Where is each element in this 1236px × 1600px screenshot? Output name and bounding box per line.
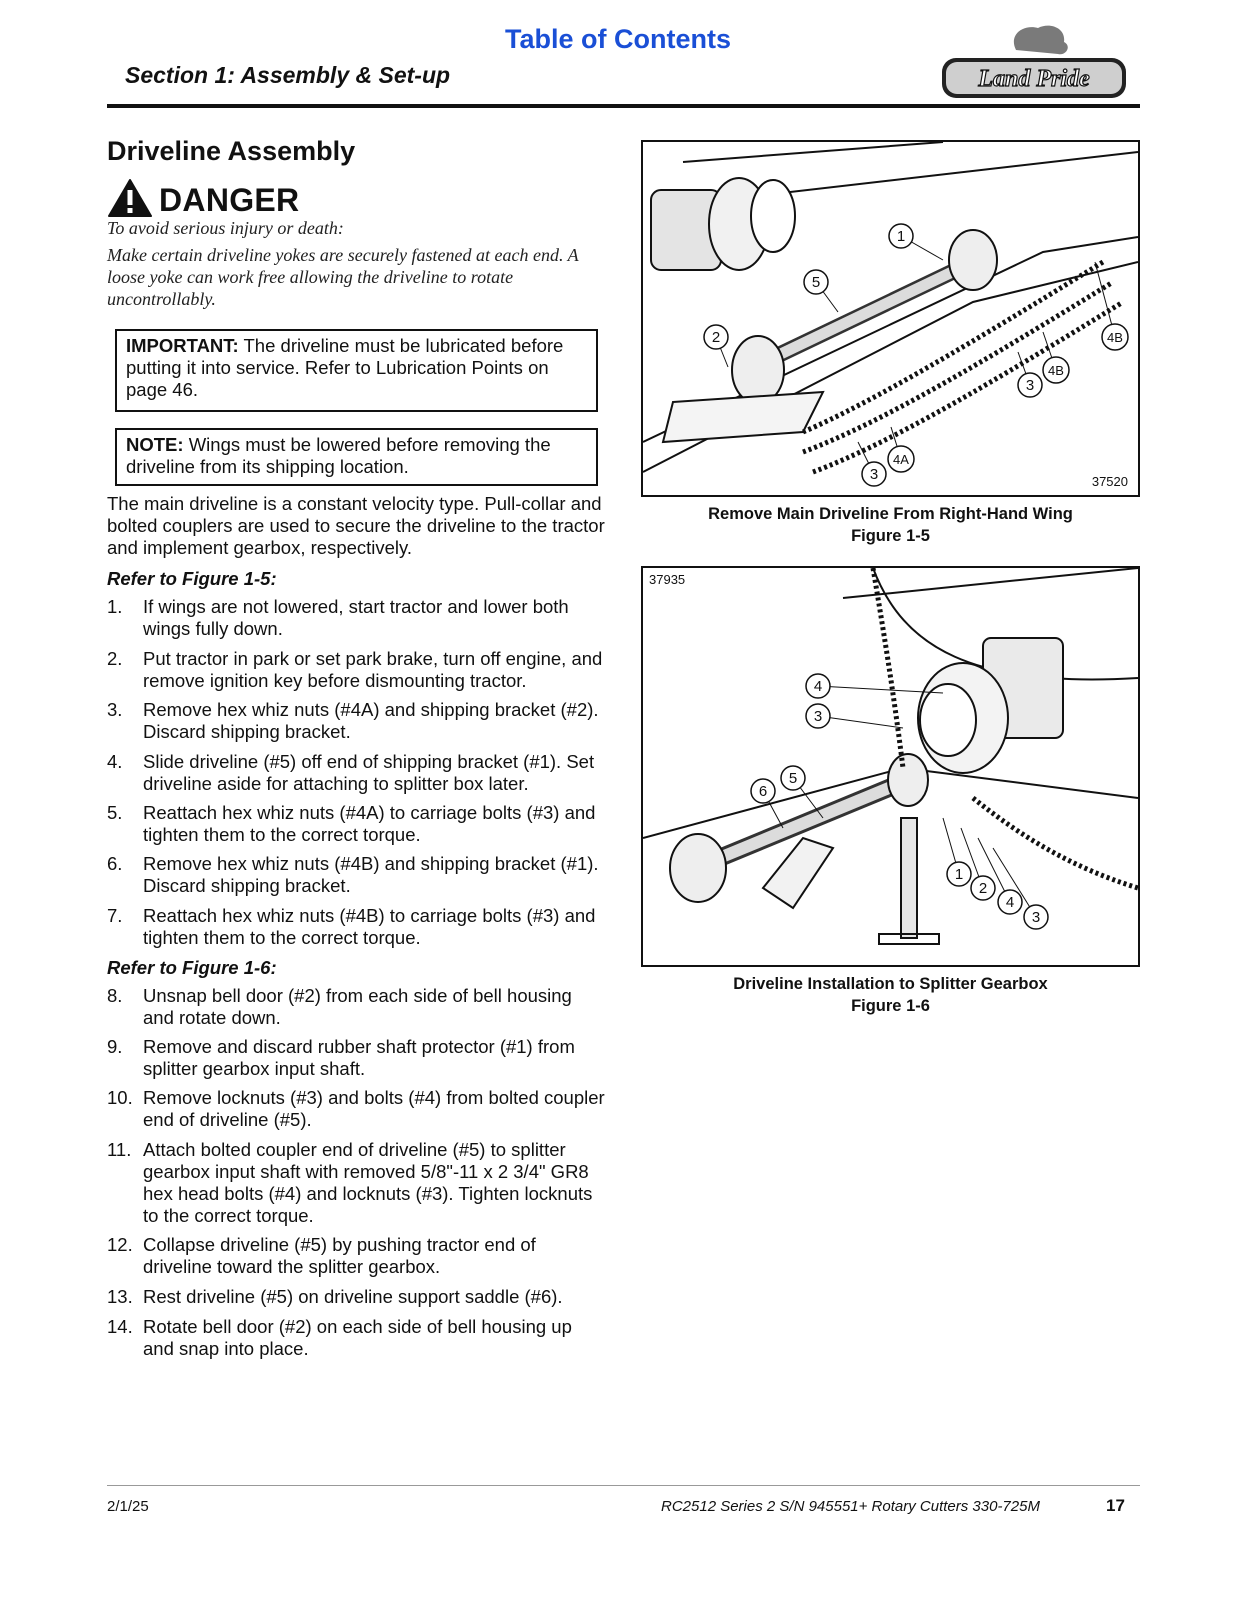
splitter-gearbox-illustration <box>643 568 1138 965</box>
important-text: The driveline must be lubricated before putting it into service. Refer to Lubrication Points on page 46. <box>126 335 564 400</box>
figure-1-5-caption <box>641 503 1140 547</box>
svg-text:Land Pride: Land Pride <box>978 66 1090 92</box>
figure-number: 37520 <box>1091 474 1128 489</box>
callout-4a: 4A <box>893 452 909 467</box>
note-label: NOTE: <box>126 434 184 455</box>
danger-label <box>107 178 299 222</box>
step-number: 3. <box>107 699 123 720</box>
callout-4b-second: 4B <box>1048 363 1064 378</box>
footer-document-id: RC2512 Series 2 S/N 945551+ Rotary Cutters 330-725M <box>661 1498 1040 1515</box>
header-rule <box>107 104 1140 108</box>
callout-4: 4 <box>813 678 823 695</box>
step-text: Collapse driveline (#5) by pushing tractor end of driveline toward the splitter gearbox. <box>143 1234 536 1277</box>
callout-5: 5 <box>788 770 798 787</box>
caption-title: Driveline Installation to Splitter Gearbox <box>733 975 1048 993</box>
callout-1: 1 <box>954 866 964 883</box>
step-text: If wings are not lowered, start tractor and lower both wings fully down. <box>143 596 569 639</box>
step-3 <box>107 699 607 743</box>
step-text: Remove locknuts (#3) and bolts (#4) from bolted coupler end of driveline (#5). <box>143 1087 605 1130</box>
callout-2: 2 <box>978 880 988 897</box>
callout-5: 5 <box>811 274 821 291</box>
callout-3-second: 3 <box>869 466 879 483</box>
step-number: 9. <box>107 1036 123 1057</box>
step-text: Put tractor in park or set park brake, turn off engine, and remove ignition key before dismounting tractor. <box>143 648 603 691</box>
step-number: 14. <box>107 1316 133 1337</box>
land-pride-logo <box>938 20 1130 104</box>
step-text: Unsnap bell door (#2) from each side of bell housing and rotate down. <box>143 985 572 1028</box>
step-text: Attach bolted coupler end of driveline (#5) to splitter gearbox input shaft with removed 5/8"-11 x 2 3/4" GR8 hex head bolts (#4) and locknuts (#3). Tighten locknuts to the correct torque. <box>143 1139 593 1226</box>
danger-subtitle: To avoid serious injury or death: <box>107 218 344 238</box>
caption-figure-number: Figure 1-6 <box>851 997 930 1015</box>
refer-figure-1-5: Refer to Figure 1-5: <box>107 568 277 589</box>
step-7 <box>107 905 607 949</box>
step-number: 12. <box>107 1234 133 1255</box>
footer-rule <box>107 1485 1140 1486</box>
step-5 <box>107 802 607 846</box>
step-text: Reattach hex whiz nuts (#4B) to carriage bolts (#3) and tighten them to the correct torque. <box>143 905 596 948</box>
callout-3: 3 <box>1025 377 1035 394</box>
step-number: 4. <box>107 751 123 772</box>
callout-4b: 4B <box>1107 330 1123 345</box>
step-text: Reattach hex whiz nuts (#4A) to carriage bolts (#3) and tighten them to the correct torque. <box>143 802 596 845</box>
step-text: Rest driveline (#5) on driveline support saddle (#6). <box>143 1286 563 1307</box>
driveline-wing-illustration <box>643 142 1138 495</box>
warning-triangle-icon <box>107 178 153 223</box>
important-notice <box>115 329 598 412</box>
step-9 <box>107 1036 607 1080</box>
intro-paragraph: The main driveline is a constant velocity type. Pull-collar and bolted couplers are used to secure the driveline to the tractor and implement gearbox, respectively. <box>107 493 605 558</box>
step-13 <box>107 1286 607 1308</box>
step-number: 1. <box>107 596 123 617</box>
step-text: Slide driveline (#5) off end of shipping bracket (#1). Set driveline aside for attaching to splitter box later. <box>143 751 595 794</box>
callout-4-second: 4 <box>1005 894 1015 911</box>
step-12 <box>107 1234 607 1278</box>
figure-1-6 <box>641 566 1140 967</box>
step-number: 11. <box>107 1139 132 1160</box>
step-8 <box>107 985 607 1029</box>
step-text: Remove hex whiz nuts (#4B) and shipping bracket (#1). Discard shipping bracket. <box>143 853 599 896</box>
danger-word: DANGER <box>159 181 300 218</box>
refer-figure-1-6: Refer to Figure 1-6: <box>107 957 277 978</box>
step-text: Remove and discard rubber shaft protector (#1) from splitter gearbox input shaft. <box>143 1036 575 1079</box>
caption-figure-number: Figure 1-5 <box>851 527 930 545</box>
step-number: 8. <box>107 985 123 1006</box>
figure-1-5 <box>641 140 1140 497</box>
footer-date: 2/1/25 <box>107 1498 149 1515</box>
step-2 <box>107 648 607 692</box>
step-text: Rotate bell door (#2) on each side of bell housing up and snap into place. <box>143 1316 572 1359</box>
note-text: Wings must be lowered before removing the driveline from its shipping location. <box>126 434 551 477</box>
important-label: IMPORTANT: <box>126 335 239 356</box>
page-heading: Driveline Assembly <box>107 136 356 166</box>
step-text: Remove hex whiz nuts (#4A) and shipping bracket (#2). Discard shipping bracket. <box>143 699 599 742</box>
step-number: 13. <box>107 1286 133 1307</box>
callout-3: 3 <box>813 708 823 725</box>
page-number: 17 <box>1106 1496 1125 1515</box>
step-14 <box>107 1316 607 1360</box>
callout-1: 1 <box>896 228 906 245</box>
step-1 <box>107 596 607 640</box>
caption-title: Remove Main Driveline From Right-Hand Wing <box>708 505 1073 523</box>
figure-1-6-caption <box>641 973 1140 1017</box>
callout-2: 2 <box>711 329 721 346</box>
step-number: 7. <box>107 905 123 926</box>
step-number: 5. <box>107 802 123 823</box>
callout-6: 6 <box>758 783 768 800</box>
step-10 <box>107 1087 607 1131</box>
section-title: Section 1: Assembly & Set-up <box>125 62 451 88</box>
step-6 <box>107 853 607 897</box>
figure-number: 37935 <box>649 572 686 587</box>
step-number: 6. <box>107 853 123 874</box>
note-notice <box>115 428 598 486</box>
step-4 <box>107 751 607 795</box>
step-11 <box>107 1139 607 1227</box>
step-number: 10. <box>107 1087 133 1108</box>
callout-3-second: 3 <box>1031 909 1041 926</box>
danger-body: Make certain driveline yokes are securely fastened at each end. A loose yoke can work free allowing the driveline to rotate uncontrollably. <box>107 245 579 309</box>
table-of-contents-link[interactable]: Table of Contents <box>505 24 731 54</box>
step-number: 2. <box>107 648 123 669</box>
